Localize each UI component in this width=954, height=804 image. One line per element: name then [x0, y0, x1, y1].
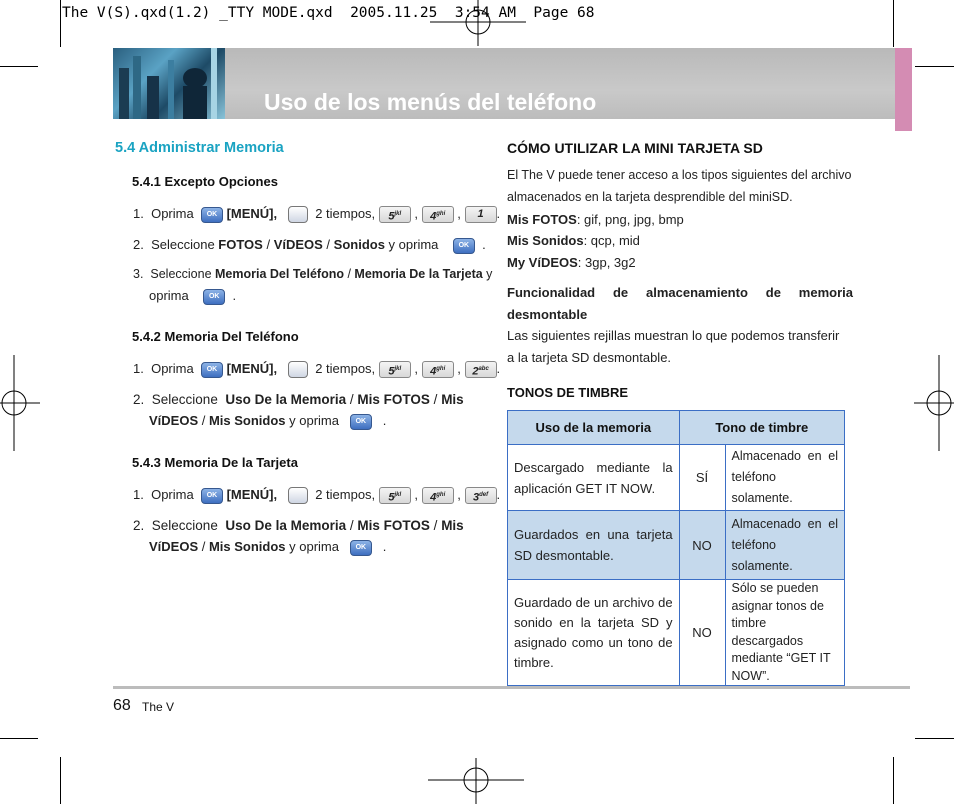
step-2-1: 1. Oprima OK [MENÚ], 2 tiempos, $5^{jkl}$ , $4^{ghi}$ , $2^{abc}$ .: [133, 361, 501, 378]
func-heading-line2: desmontable: [507, 307, 588, 322]
table-header: Uso de la memoria: [508, 411, 680, 445]
page-number: 68: [113, 697, 131, 714]
key-4-icon: $4^{ghi}$: [422, 487, 454, 504]
key-3-icon: $3^{def}$: [465, 487, 497, 504]
videos-formats: My VíDEOS: 3gp, 3g2: [507, 255, 636, 270]
table-row: [508, 445, 845, 511]
crop-mark: [893, 757, 894, 804]
print-header: The V(S).qxd(1.2) _TTY MODE.qxd 2005.11.25 3:54 AM Page 68: [62, 5, 595, 21]
sonidos-formats: Mis Sonidos: qcp, mid: [507, 233, 640, 248]
grid-intro-1: Las siguientes rejillas muestran lo que podemos transferir: [507, 328, 840, 343]
ok-key-icon: OK: [453, 238, 475, 254]
footer-brand: The V: [142, 700, 175, 714]
table-cell: Guardado de un archivo de sonido en la tarjeta SD y asignado como un tono de timbre.: [508, 580, 680, 686]
nav-key-icon: [288, 206, 308, 223]
ringtone-table: [507, 410, 845, 686]
key-5-icon: $5^{jkl}$: [379, 361, 411, 378]
sd-card-heading: CÓMO UTILIZAR LA MINI TARJETA SD: [507, 140, 763, 156]
subsection-heading-3: 5.4.3 Memoria De la Tarjeta: [132, 455, 298, 470]
step-1-1: 1. Oprima OK [MENÚ], 2 tiempos, $5^{jkl}$ , $4^{ghi}$ , 1 .: [133, 206, 501, 223]
step-2-2: 2. Seleccione Uso De la Memoria / Mis FOTOS / Mis: [133, 392, 464, 407]
table-row: [508, 511, 845, 580]
step-3-1: 1. Oprima OK [MENÚ], 2 tiempos, $5^{jkl}$ , $4^{ghi}$ , $3^{def}$ .: [133, 487, 501, 504]
ok-key-icon: OK: [203, 289, 225, 305]
ok-key-icon: OK: [350, 414, 372, 430]
city-photo-icon: [113, 48, 225, 119]
crop-mark: [915, 738, 954, 739]
key-2-icon: $2^{abc}$: [465, 361, 497, 378]
ok-key-icon: OK: [201, 488, 223, 504]
page-title: Uso de los menús del teléfono: [264, 89, 597, 115]
registration-mark-bottom: [428, 758, 524, 804]
subsection-heading-1: 5.4.1 Excepto Opciones: [132, 174, 278, 189]
crop-mark: [60, 757, 61, 804]
step-3-2: 2. Seleccione Uso De la Memoria / Mis FOTOS / Mis: [133, 518, 464, 533]
table-cell: Guardados en una tarjeta SD desmontable.: [508, 511, 680, 580]
crop-mark: [893, 0, 894, 47]
subsection-heading-2: 5.4.2 Memoria Del Teléfono: [132, 329, 299, 344]
fotos-formats: Mis FOTOS: gif, png, jpg, bmp: [507, 212, 684, 227]
grid-intro-2: a la tarjeta SD desmontable.: [507, 350, 672, 365]
key-5-icon: $5^{jkl}$: [379, 206, 411, 223]
step-2-2-line2: VíDEOS / Mis Sonidos y oprima OK .: [149, 413, 387, 428]
key-5-icon: $5^{jkl}$: [379, 487, 411, 504]
table-cell: NO: [679, 580, 725, 686]
ok-key-icon: OK: [350, 540, 372, 556]
step-1-3-line2: oprima OK .: [149, 288, 237, 303]
table-cell: SÍ: [679, 445, 725, 511]
title-banner: [113, 48, 910, 119]
table-cell: NO: [679, 511, 725, 580]
registration-mark-right: [914, 355, 954, 451]
table-header-row: [508, 411, 845, 445]
footer-rule: [113, 686, 910, 689]
ok-key-icon: OK: [201, 362, 223, 378]
nav-key-icon: [288, 361, 308, 378]
ok-key-icon: OK: [201, 207, 223, 223]
intro-line-1: El The V puede tener acceso a los tipos siguientes del archivo: [507, 168, 852, 182]
table-cell: Almacenado en el teléfono solamente.: [725, 511, 844, 580]
key-4-icon: $4^{ghi}$: [422, 361, 454, 378]
crop-mark: [915, 66, 954, 67]
section-heading: 5.4 Administrar Memoria: [115, 140, 284, 156]
crop-mark: [0, 738, 38, 739]
registration-mark-left: [0, 355, 40, 451]
intro-line-2: almacenados en la tarjeta desprendible del miniSD.: [507, 190, 793, 204]
step-3-2-line2: VíDEOS / Mis Sonidos y oprima OK .: [149, 539, 387, 554]
table-row: [508, 580, 845, 686]
table-header: Tono de timbre: [679, 411, 844, 445]
table-cell: Almacenado en el teléfono solamente.: [725, 445, 844, 511]
banner-photo: [113, 48, 225, 119]
table-cell: Descargado mediante la aplicación GET IT NOW.: [508, 445, 680, 511]
crop-mark: [60, 0, 61, 47]
crop-mark: [0, 66, 38, 67]
table-cell: Sólo se pueden asignar tonos de timbre descargados mediante “GET IT NOW”.: [725, 580, 844, 686]
key-4-icon: $4^{ghi}$: [422, 206, 454, 223]
key-1-icon: 1: [465, 206, 497, 223]
nav-key-icon: [288, 487, 308, 504]
step-1-3: 3. Seleccione Memoria Del Teléfono / Memoria De la Tarjeta y: [133, 267, 493, 281]
step-1-2: 2. Seleccione FOTOS / VíDEOS / Sonidos y oprima OK .: [133, 237, 486, 252]
tonos-heading: TONOS DE TIMBRE: [507, 385, 629, 400]
func-heading: Funcionalidad de almacenamiento de memoria: [507, 285, 853, 300]
pink-accent-bar: [895, 48, 912, 131]
